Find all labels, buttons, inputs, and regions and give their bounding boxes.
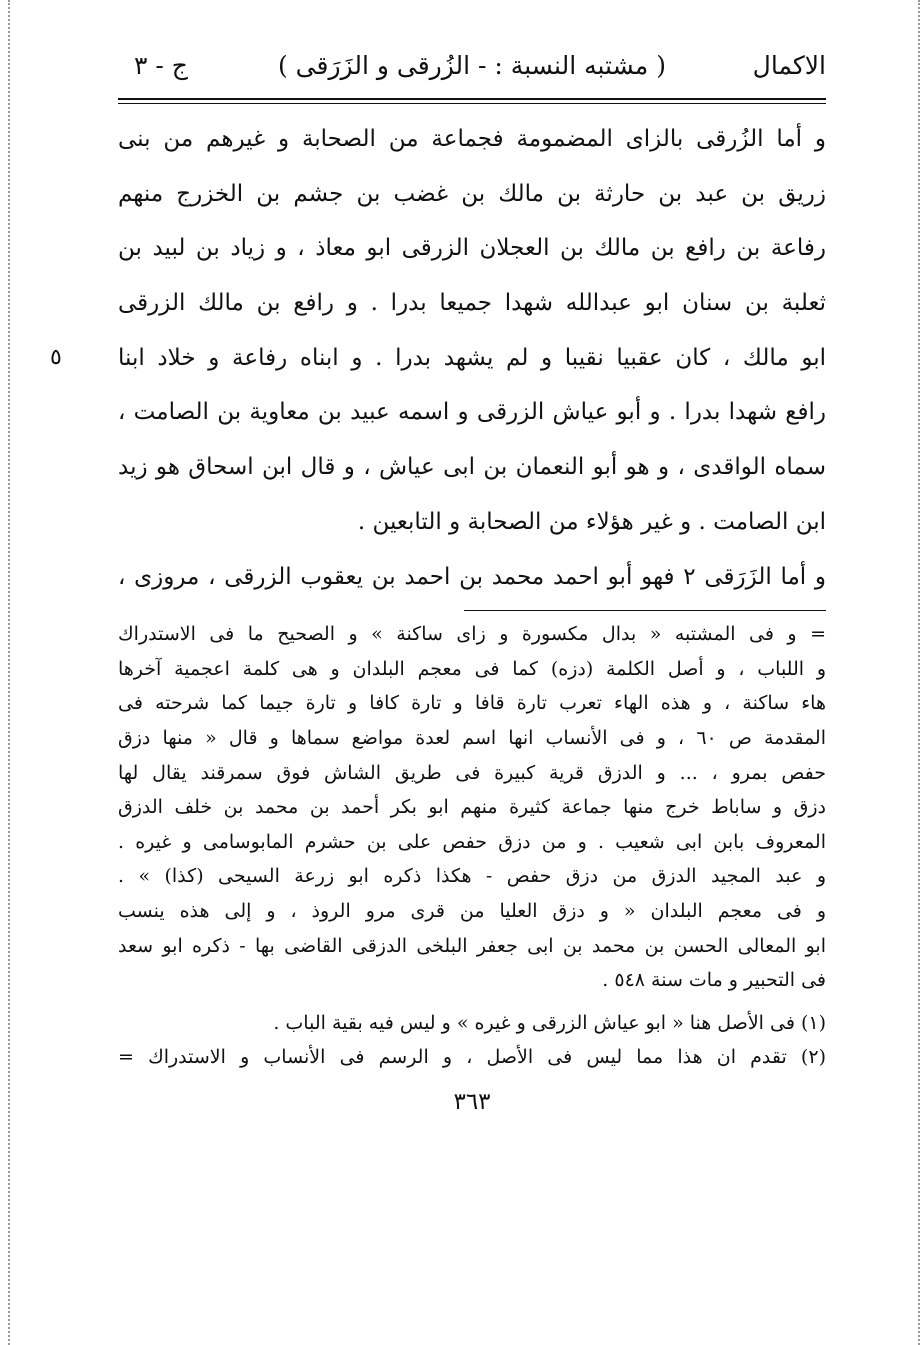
note-line: المقدمة ص ٦٠ ، و فى الأنساب انها اسم لعدة مواضع سماها و قال « منها دزق bbox=[118, 726, 826, 749]
note-line: = و فى المشتبه « بدال مكسورة و زاى ساكنة » و الصحيح ما فى الاستدراك bbox=[118, 623, 826, 646]
main-text bbox=[50, 112, 827, 604]
note-line: دزق و ساباط خرج منها جماعة كثيرة منهم ابو بكر أحمد بن محمد بن خلف الدزق bbox=[118, 796, 826, 819]
text-line: سماه الواقدى ، و هو أبو النعمان بن ابى عياش ، و قال ابن اسحاق هو زيد bbox=[118, 454, 826, 481]
note-line: حفص بمرو ، ... و الدزق قرية كبيرة فى طريق الشاش فوق سمرقند يقال لها bbox=[118, 761, 827, 784]
text-line: زريق بن عبد بن حارثة بن مالك بن غضب بن جشم بن الخزرج منهم bbox=[118, 180, 826, 207]
text-line: ابو مالك ، كان عقبيا نقيبا و لم يشهد بدرا . و ابناه رفاعة و خلاد ابنا bbox=[118, 344, 826, 371]
note-line: و فى معجم البلدان « و دزق العليا من قرى مرو الروذ ، و إلى هذه ينسب bbox=[118, 899, 826, 922]
book-title: الاكمال bbox=[752, 51, 826, 80]
book-page bbox=[50, 40, 827, 1115]
text-line: و أما الزُرقى بالزاى المضمومة فجماعة من الصحابة و غيرهم من بنى bbox=[118, 126, 826, 152]
footnotes-block bbox=[118, 617, 826, 1075]
section-title: ( مشتبه النسبة : - الزُرقى و الزَرَقى ) bbox=[277, 51, 666, 80]
scan-edge-dots-left bbox=[8, 0, 10, 1345]
running-header bbox=[118, 40, 826, 92]
footnote-1: (١) فى الأصل هنا « ابو عياش الزرقى و غيره » و ليس فيه بقية الباب . bbox=[273, 1011, 826, 1034]
note-line: فى التحبير و مات سنة ٥٤٨ . bbox=[602, 969, 826, 992]
text-line: و أما الزَرَقى ٢ فهو أبو احمد محمد بن احمد بن يعقوب الزرقى ، مروزى ، bbox=[118, 563, 827, 590]
scan-edge-dots-right bbox=[918, 0, 920, 1345]
text-line: رفاعة بن رافع بن مالك بن العجلان الزرقى ابو معاذ ، و زياد بن لبيد بن bbox=[118, 235, 826, 262]
text-line: ابن الصامت . و غير هؤلاء من الصحابة و التابعين . bbox=[357, 508, 826, 535]
text-line-numbered bbox=[50, 331, 826, 386]
footnote-separator bbox=[464, 610, 826, 611]
volume-label: ج - ٣ bbox=[134, 51, 188, 80]
footnote-2: (٢) تقدم ان هذا مما ليس فى الأصل ، و الرسم فى الأنساب و الاستدراك = bbox=[118, 1046, 826, 1069]
text-line: ثعلبة بن سنان ابو عبدالله شهدا جميعا بدرا . و رافع بن مالك الزرقى bbox=[118, 290, 826, 317]
page-number: ٣٦٣ bbox=[453, 1088, 491, 1115]
note-line: و عبد المجيد الدزق من دزق حفص - هكذا ذكره ابو زرعة السيحى (كذا) » . bbox=[118, 865, 827, 888]
margin-line-number: ٥ bbox=[50, 344, 62, 370]
note-line: هاء ساكنة ، و هذه الهاء تعرب تارة قافا و تارة كافا و تارة جيما كما شرحته فى bbox=[118, 692, 826, 715]
note-line: و اللباب ، و أصل الكلمة (دزه) كما فى معجم البلدان و هى كلمة اعجمية آخرها bbox=[118, 657, 826, 680]
header-rule bbox=[118, 98, 826, 104]
note-line: المعروف بابن ابى شعيب . و من دزق حفص على بن حشرم المابوسامى و غيره . bbox=[118, 830, 826, 853]
text-line: رافع شهدا بدرا . و أبو عياش الزرقى و اسمه عبيد بن معاوية بن الصامت ، bbox=[118, 399, 826, 426]
note-line: ابو المعالى الحسن بن محمد بن ابى جعفر البلخى الدزقى القاضى بها - ذكره ابو سعد bbox=[118, 934, 826, 957]
